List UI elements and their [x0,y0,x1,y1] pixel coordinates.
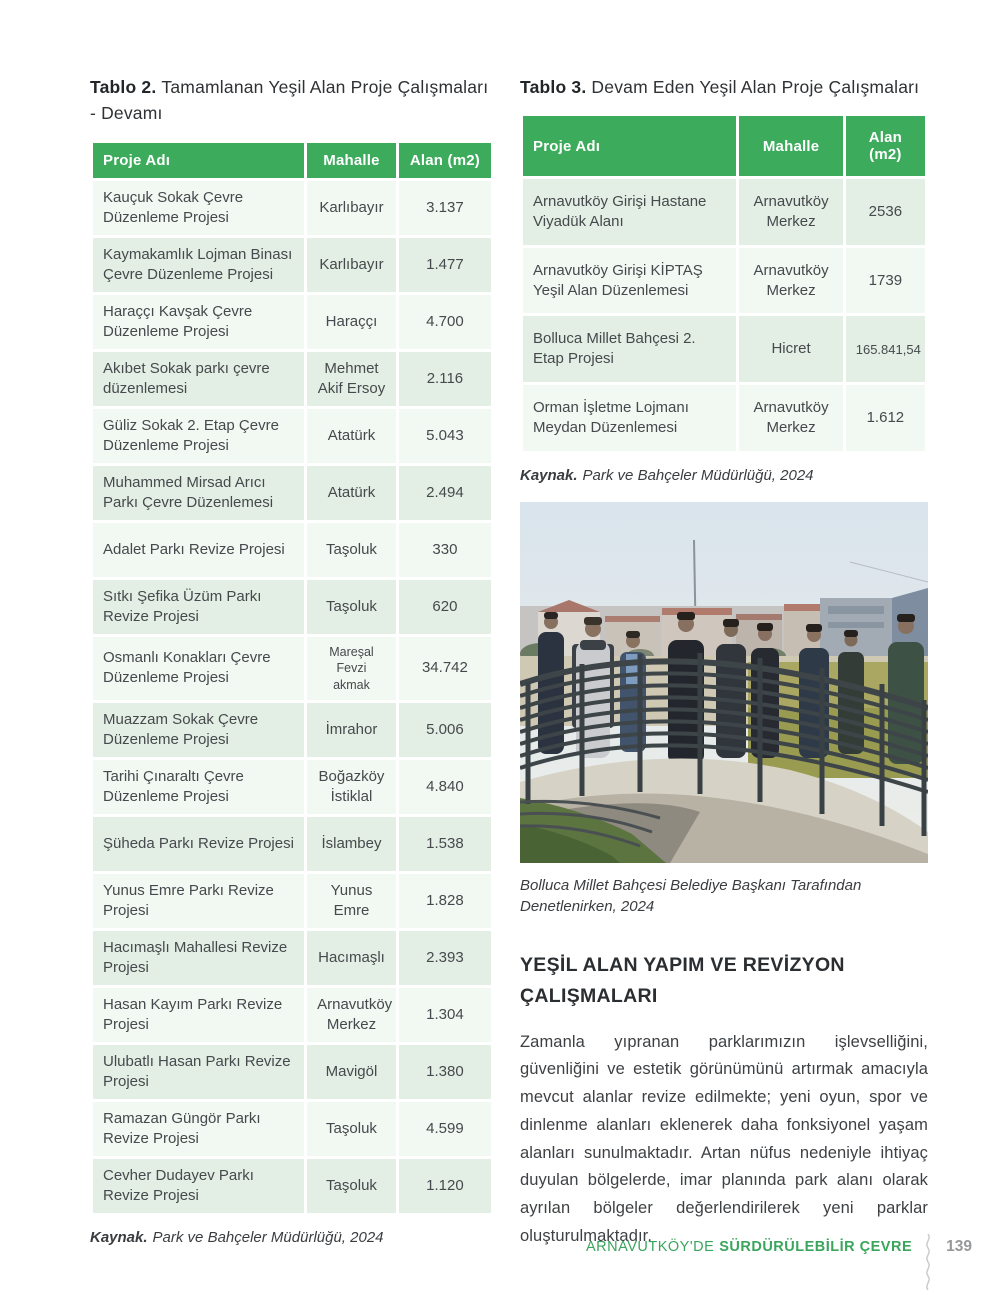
table-row [93,523,491,577]
column-header: Mahalle [307,143,396,178]
cell-mahalle: Yunus Emre [307,874,396,928]
section-heading: YEŞİL ALAN YAPIM VE REVİZYON ÇALIŞMALARI [520,954,845,1008]
cell-proje: Muazzam Sokak Çevre Düzenleme Projesi [93,703,304,757]
cell-mahalle: Arnavutköy Merkez [739,248,842,314]
cell-proje: Osmanlı Konakları Çevre Düzenleme Projesi [93,637,304,701]
cell-proje: Sıtkı Şefika Üzüm Parkı Revize Projesi [93,580,304,634]
table-row [93,931,491,985]
cell-mahalle: Arnavutköy Merkez [739,179,842,245]
cell-proje: Orman İşletme Lojmanı Meydan Düzenlemesi [523,385,736,451]
footer-title [586,1239,912,1255]
cell-alan: 5.006 [399,703,491,757]
source-label: Kaynak. [520,466,578,484]
cell-mahalle: Arnavutköy Merkez [307,988,396,1042]
section-body: Zamanla yıpranan parklarımızın işlevselliğini, güvenliğini ve estetik görünümünü artırmak amacıyla mevcut alanlar revize edilmekte; yeni oyun, spor ve dinlenme alanları eklenerek daha fonksiyonel yaşam alanları sunulmaktadır. Artan nüfus nedeniyle ihtiyaç duyulan bölgelerde, imar planında park alanı olarak ayrılan bölgeler değerlendirilerek yeni parklar oluşturulmaktadır. [520,1032,928,1245]
table-row [93,352,491,406]
table-row [523,385,925,451]
cell-alan: 2536 [846,179,925,245]
table-row [93,874,491,928]
cell-mahalle: Taşoluk [307,580,396,634]
table2-title [90,74,494,127]
cell-proje: Şüheda Parkı Revize Projesi [93,817,304,871]
cell-alan: 1.477 [399,238,491,292]
cell-proje: Kaymakamlık Lojman Binası Çevre Düzenleme Projesi [93,238,304,292]
table3-source [520,467,928,484]
cell-proje: Akıbet Sokak parkı çevre düzenlemesi [93,352,304,406]
source-label: Kaynak. [90,1229,148,1246]
cell-proje: Hacımaşlı Mahallesi Revize Projesi [93,931,304,985]
page-number: 139 [946,1238,972,1255]
table2-title-text: Tamamlanan Yeşil Alan Proje Çalışmaları - Devamı [90,77,489,124]
bridge-photo-illustration [520,502,928,863]
table2-source [90,1229,494,1246]
cell-alan: 1.380 [399,1045,491,1099]
table-header-row [93,143,491,178]
ongoing-projects-table [520,113,928,453]
cell-proje: Kauçuk Sokak Çevre Düzenleme Projesi [93,181,304,235]
table-row [93,295,491,349]
cell-proje: Bolluca Millet Bahçesi 2. Etap Projesi [523,316,736,382]
table-row [523,316,925,382]
table3-title [520,74,928,100]
table-row [93,409,491,463]
cell-alan: 330 [399,523,491,577]
cell-mahalle: Hacımaşlı [307,931,396,985]
cell-alan: 165.841,54 [846,316,925,382]
column-header: Alan (m2) [399,143,491,178]
cell-alan: 2.393 [399,931,491,985]
cell-alan: 4.840 [399,760,491,814]
footer-location: ARNAVUTKÖY'DE [586,1239,715,1255]
cell-alan: 1739 [846,248,925,314]
cell-proje: Haraççı Kavşak Çevre Düzenleme Projesi [93,295,304,349]
cell-proje: Cevher Dudayev Parkı Revize Projesi [93,1159,304,1213]
cell-alan: 1.612 [846,385,925,451]
table-row [93,637,491,701]
table-row [93,703,491,757]
bridge-inspection-photo [520,502,928,863]
table3-title-text: Devam Eden Yeşil Alan Proje Çalışmaları [591,77,920,97]
table-row [93,1102,491,1156]
footer-theme: SÜRDÜRÜLEBİLİR ÇEVRE [719,1239,913,1255]
cell-proje: Güliz Sokak 2. Etap Çevre Düzenleme Projesi [93,409,304,463]
cell-alan: 1.304 [399,988,491,1042]
source-text: Park ve Bahçeler Müdürlüğü, 2024 [152,1229,384,1246]
cell-proje: Muhammed Mirsad Arıcı Parkı Çevre Düzenlemesi [93,466,304,520]
cell-proje: Yunus Emre Parkı Revize Projesi [93,874,304,928]
cell-alan: 34.742 [399,637,491,701]
cell-mahalle: Karlıbayır [307,181,396,235]
cell-alan: 2.116 [399,352,491,406]
cell-mahalle: Haraççı [307,295,396,349]
table-row [93,1045,491,1099]
cell-alan: 1.828 [399,874,491,928]
table-row [93,1159,491,1213]
table2-title-label: Tablo 2. [90,77,157,97]
column-header: Proje Adı [523,116,736,176]
cell-mahalle: Taşoluk [307,1102,396,1156]
cell-mahalle: Karlıbayır [307,238,396,292]
table-row [523,248,925,314]
table-row [93,988,491,1042]
cell-proje: Ramazan Güngör Parkı Revize Projesi [93,1102,304,1156]
table3-title-label: Tablo 3. [520,77,587,97]
cell-alan: 620 [399,580,491,634]
cell-proje: Adalet Parkı Revize Projesi [93,523,304,577]
cell-mahalle: Atatürk [307,409,396,463]
completed-projects-table [90,140,494,1217]
cell-mahalle: Mavigöl [307,1045,396,1099]
cell-alan: 4.700 [399,295,491,349]
table-row [93,238,491,292]
table-row [93,181,491,235]
right-column [520,74,928,1267]
cell-alan: 3.137 [399,181,491,235]
table-row [93,580,491,634]
cell-proje: Hasan Kayım Parkı Revize Projesi [93,988,304,1042]
page-footer [586,1234,972,1260]
cell-alan: 2.494 [399,466,491,520]
cell-mahalle: Taşoluk [307,523,396,577]
column-header: Alan (m2) [846,116,925,176]
cell-mahalle: Mareşal Fevzi akmak [307,637,396,701]
cell-alan: 1.538 [399,817,491,871]
cell-proje: Ulubatlı Hasan Parkı Revize Projesi [93,1045,304,1099]
cell-mahalle: İslambey [307,817,396,871]
source-text: Park ve Bahçeler Müdürlüğü, 2024 [582,466,814,484]
cell-alan: 4.599 [399,1102,491,1156]
photo-caption: Bolluca Millet Bahçesi Belediye Başkanı Tarafından Denetlenirken, 2024 [520,876,862,916]
column-header: Mahalle [739,116,842,176]
cell-proje: Arnavutköy Girişi Hastane Viyadük Alanı [523,179,736,245]
left-column [90,74,494,1261]
table-row [93,760,491,814]
table-row [523,179,925,245]
cell-proje: Tarihi Çınaraltı Çevre Düzenleme Projesi [93,760,304,814]
cell-mahalle: Hicret [739,316,842,382]
cell-alan: 5.043 [399,409,491,463]
table-row [93,817,491,871]
table-row [93,466,491,520]
column-header: Proje Adı [93,143,304,178]
cell-proje: Arnavutköy Girişi KİPTAŞ Yeşil Alan Düzenlemesi [523,248,736,314]
cell-mahalle: Atatürk [307,466,396,520]
cell-mahalle: Mehmet Akif Ersoy [307,352,396,406]
cell-mahalle: Boğazköy İstiklal [307,760,396,814]
footer-divider-squiggle [922,1234,940,1260]
cell-mahalle: İmrahor [307,703,396,757]
cell-mahalle: Taşoluk [307,1159,396,1213]
cell-mahalle: Arnavutköy Merkez [739,385,842,451]
cell-alan: 1.120 [399,1159,491,1213]
table-header-row [523,116,925,176]
